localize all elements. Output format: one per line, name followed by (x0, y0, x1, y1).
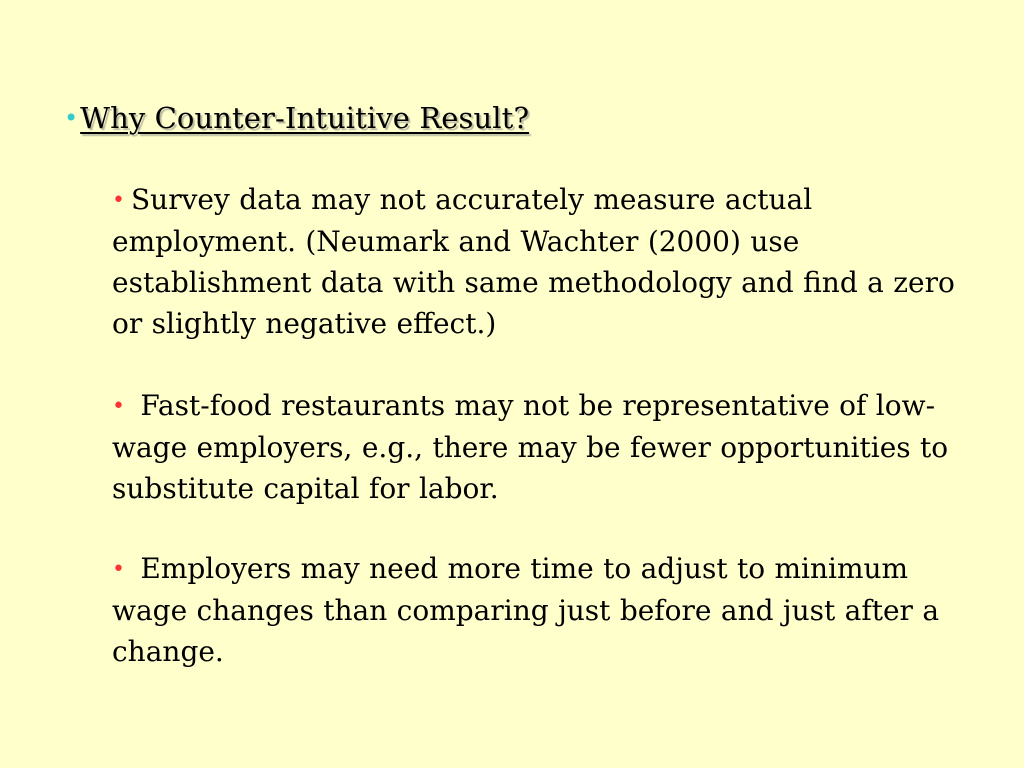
heading-text: Why Counter-Intuitive Result? (80, 101, 530, 135)
bullet-point-survey-data (112, 179, 972, 344)
bullet-point-text: Employers may need more time to adjust to minimum wage changes than comparing just before and just after a change. (112, 552, 940, 668)
bullet-point-adjustment-time (112, 548, 972, 672)
bullet-point-text: Survey data may not accurately measure actual employment. (Neumark and Wachter (2000) use establishment data with same methodology and find a zero or slightly negative effect.) (112, 183, 955, 340)
bullet-point-fast-food (112, 385, 972, 509)
sub-bullet-icon: • (112, 188, 125, 213)
sub-bullet-icon: • (112, 557, 125, 582)
bullet-point-text: Fast-food restaurants may not be representative of low-wage employers, e.g., there may be fewer opportunities to substitute capital for labor. (112, 389, 949, 505)
slide-heading (64, 98, 529, 138)
sub-bullet-icon: • (112, 394, 125, 419)
heading-bullet-icon: • (64, 104, 79, 132)
